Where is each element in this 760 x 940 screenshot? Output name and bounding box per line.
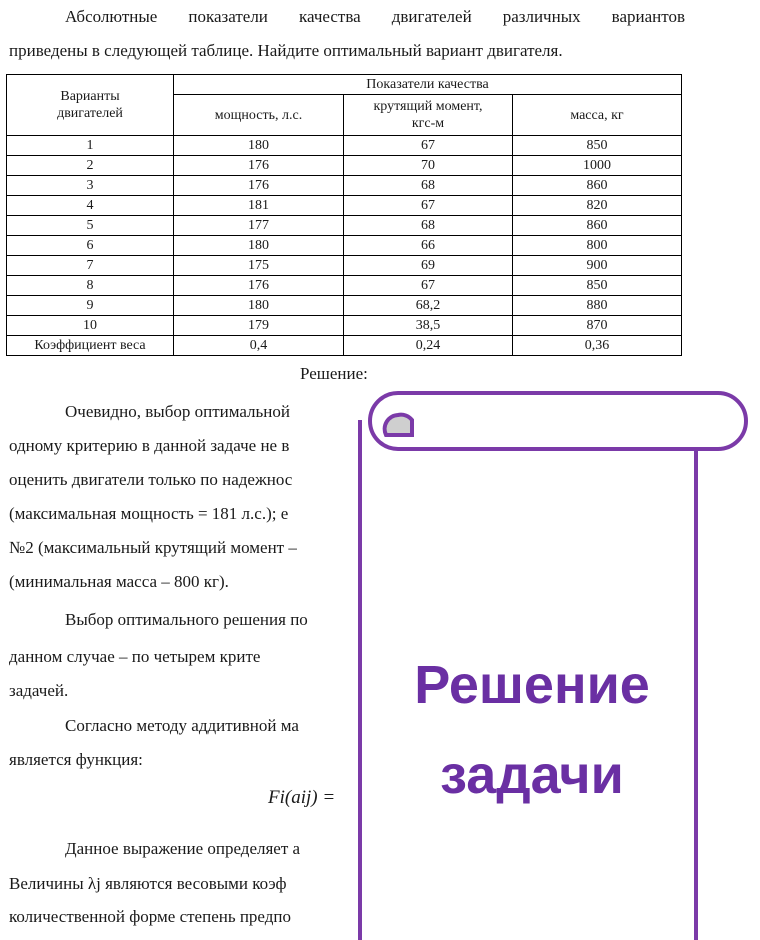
scroll-body	[358, 420, 698, 940]
column-header: масса, кг	[513, 95, 682, 136]
table-cell: 175	[174, 256, 344, 276]
table-row	[7, 136, 682, 156]
table-row	[7, 276, 682, 296]
table-cell: 1	[7, 136, 174, 156]
scroll-title-line-2: задачи	[440, 745, 624, 805]
table-cell: 860	[513, 216, 682, 236]
group-header: Показатели качества	[174, 75, 682, 95]
solution-heading: Решение:	[300, 364, 368, 383]
formula: Fi(aij) =	[268, 787, 336, 808]
intro-line-1: Абсолютные показатели качества двигателей различных вариантов	[65, 7, 685, 26]
table-cell: 900	[513, 256, 682, 276]
solution-line: Величины λj являются весовыми коэф	[9, 874, 287, 893]
table-cell: 6	[7, 236, 174, 256]
table-cell: 68	[344, 216, 513, 236]
table-row	[7, 236, 682, 256]
corner-header: Варианты двигателей	[7, 75, 174, 136]
table-row	[7, 316, 682, 336]
table-cell: 880	[513, 296, 682, 316]
table-row-weights	[7, 336, 682, 356]
table-cell: 67	[344, 276, 513, 296]
table-row	[7, 156, 682, 176]
table-row	[7, 296, 682, 316]
table-cell: 179	[174, 316, 344, 336]
table-row	[7, 256, 682, 276]
column-header: крутящий момент, кгс-м	[344, 95, 513, 136]
table-cell: 180	[174, 296, 344, 316]
table-cell: 820	[513, 196, 682, 216]
table-row	[7, 216, 682, 236]
table-cell: 850	[513, 136, 682, 156]
table-cell: 180	[174, 236, 344, 256]
table-cell: 0,36	[513, 336, 682, 356]
table-cell: 860	[513, 176, 682, 196]
table-cell: 800	[513, 236, 682, 256]
scroll-title	[362, 640, 702, 820]
table-cell: 0,4	[174, 336, 344, 356]
table-cell: 67	[344, 136, 513, 156]
table-cell: 870	[513, 316, 682, 336]
table-cell: 176	[174, 276, 344, 296]
solution-line: количественной форме степень предпо	[9, 907, 292, 926]
table-cell: Коэффициент веса	[7, 336, 174, 356]
solution-line: (минимальная масса – 800 кг).	[9, 572, 229, 591]
table-cell: 180	[174, 136, 344, 156]
solution-line: (максимальная мощность = 181 л.с.); е	[9, 504, 289, 523]
scroll-title-line-1: Решение	[414, 655, 650, 715]
solution-line: Выбор оптимального решения по	[65, 610, 308, 629]
solution-line: Очевидно, выбор оптимальной	[65, 402, 290, 421]
table-cell: 8	[7, 276, 174, 296]
solution-line: №2 (максимальный крутящий момент –	[9, 538, 297, 557]
solution-line: одному критерию в данной задаче не в	[9, 436, 290, 455]
table-cell: 68	[344, 176, 513, 196]
table-cell: 176	[174, 176, 344, 196]
table-cell: 1000	[513, 156, 682, 176]
scroll-top-roll-icon	[358, 390, 750, 454]
solution-line: Данное выражение определяет а	[65, 839, 301, 858]
table-cell: 176	[174, 156, 344, 176]
table-cell: 38,5	[344, 316, 513, 336]
table-cell: 68,2	[344, 296, 513, 316]
table-cell: 3	[7, 176, 174, 196]
table-cell: 0,24	[344, 336, 513, 356]
table-row	[7, 176, 682, 196]
solution-line: задачей.	[9, 681, 69, 700]
table-cell: 7	[7, 256, 174, 276]
table-cell: 850	[513, 276, 682, 296]
table-cell: 181	[174, 196, 344, 216]
solution-line: Согласно методу аддитивной ма	[65, 716, 299, 735]
solution-line: является функция:	[9, 750, 143, 769]
quality-table	[6, 74, 682, 356]
column-header: мощность, л.с.	[174, 95, 344, 136]
table-cell: 10	[7, 316, 174, 336]
table-cell: 66	[344, 236, 513, 256]
table-cell: 177	[174, 216, 344, 236]
table-cell: 69	[344, 256, 513, 276]
solution-line: оценить двигатели только по надежнос	[9, 470, 293, 489]
table-cell: 2	[7, 156, 174, 176]
solution-scroll-overlay[interactable]	[358, 390, 750, 930]
intro-line-2: приведены в следующей таблице. Найдите оптимальный вариант двигателя.	[9, 41, 563, 60]
table-cell: 4	[7, 196, 174, 216]
table-cell: 5	[7, 216, 174, 236]
table-cell: 67	[344, 196, 513, 216]
table-cell: 9	[7, 296, 174, 316]
table-row	[7, 196, 682, 216]
table-cell: 70	[344, 156, 513, 176]
solution-line: данном случае – по четырем крите	[9, 647, 261, 666]
